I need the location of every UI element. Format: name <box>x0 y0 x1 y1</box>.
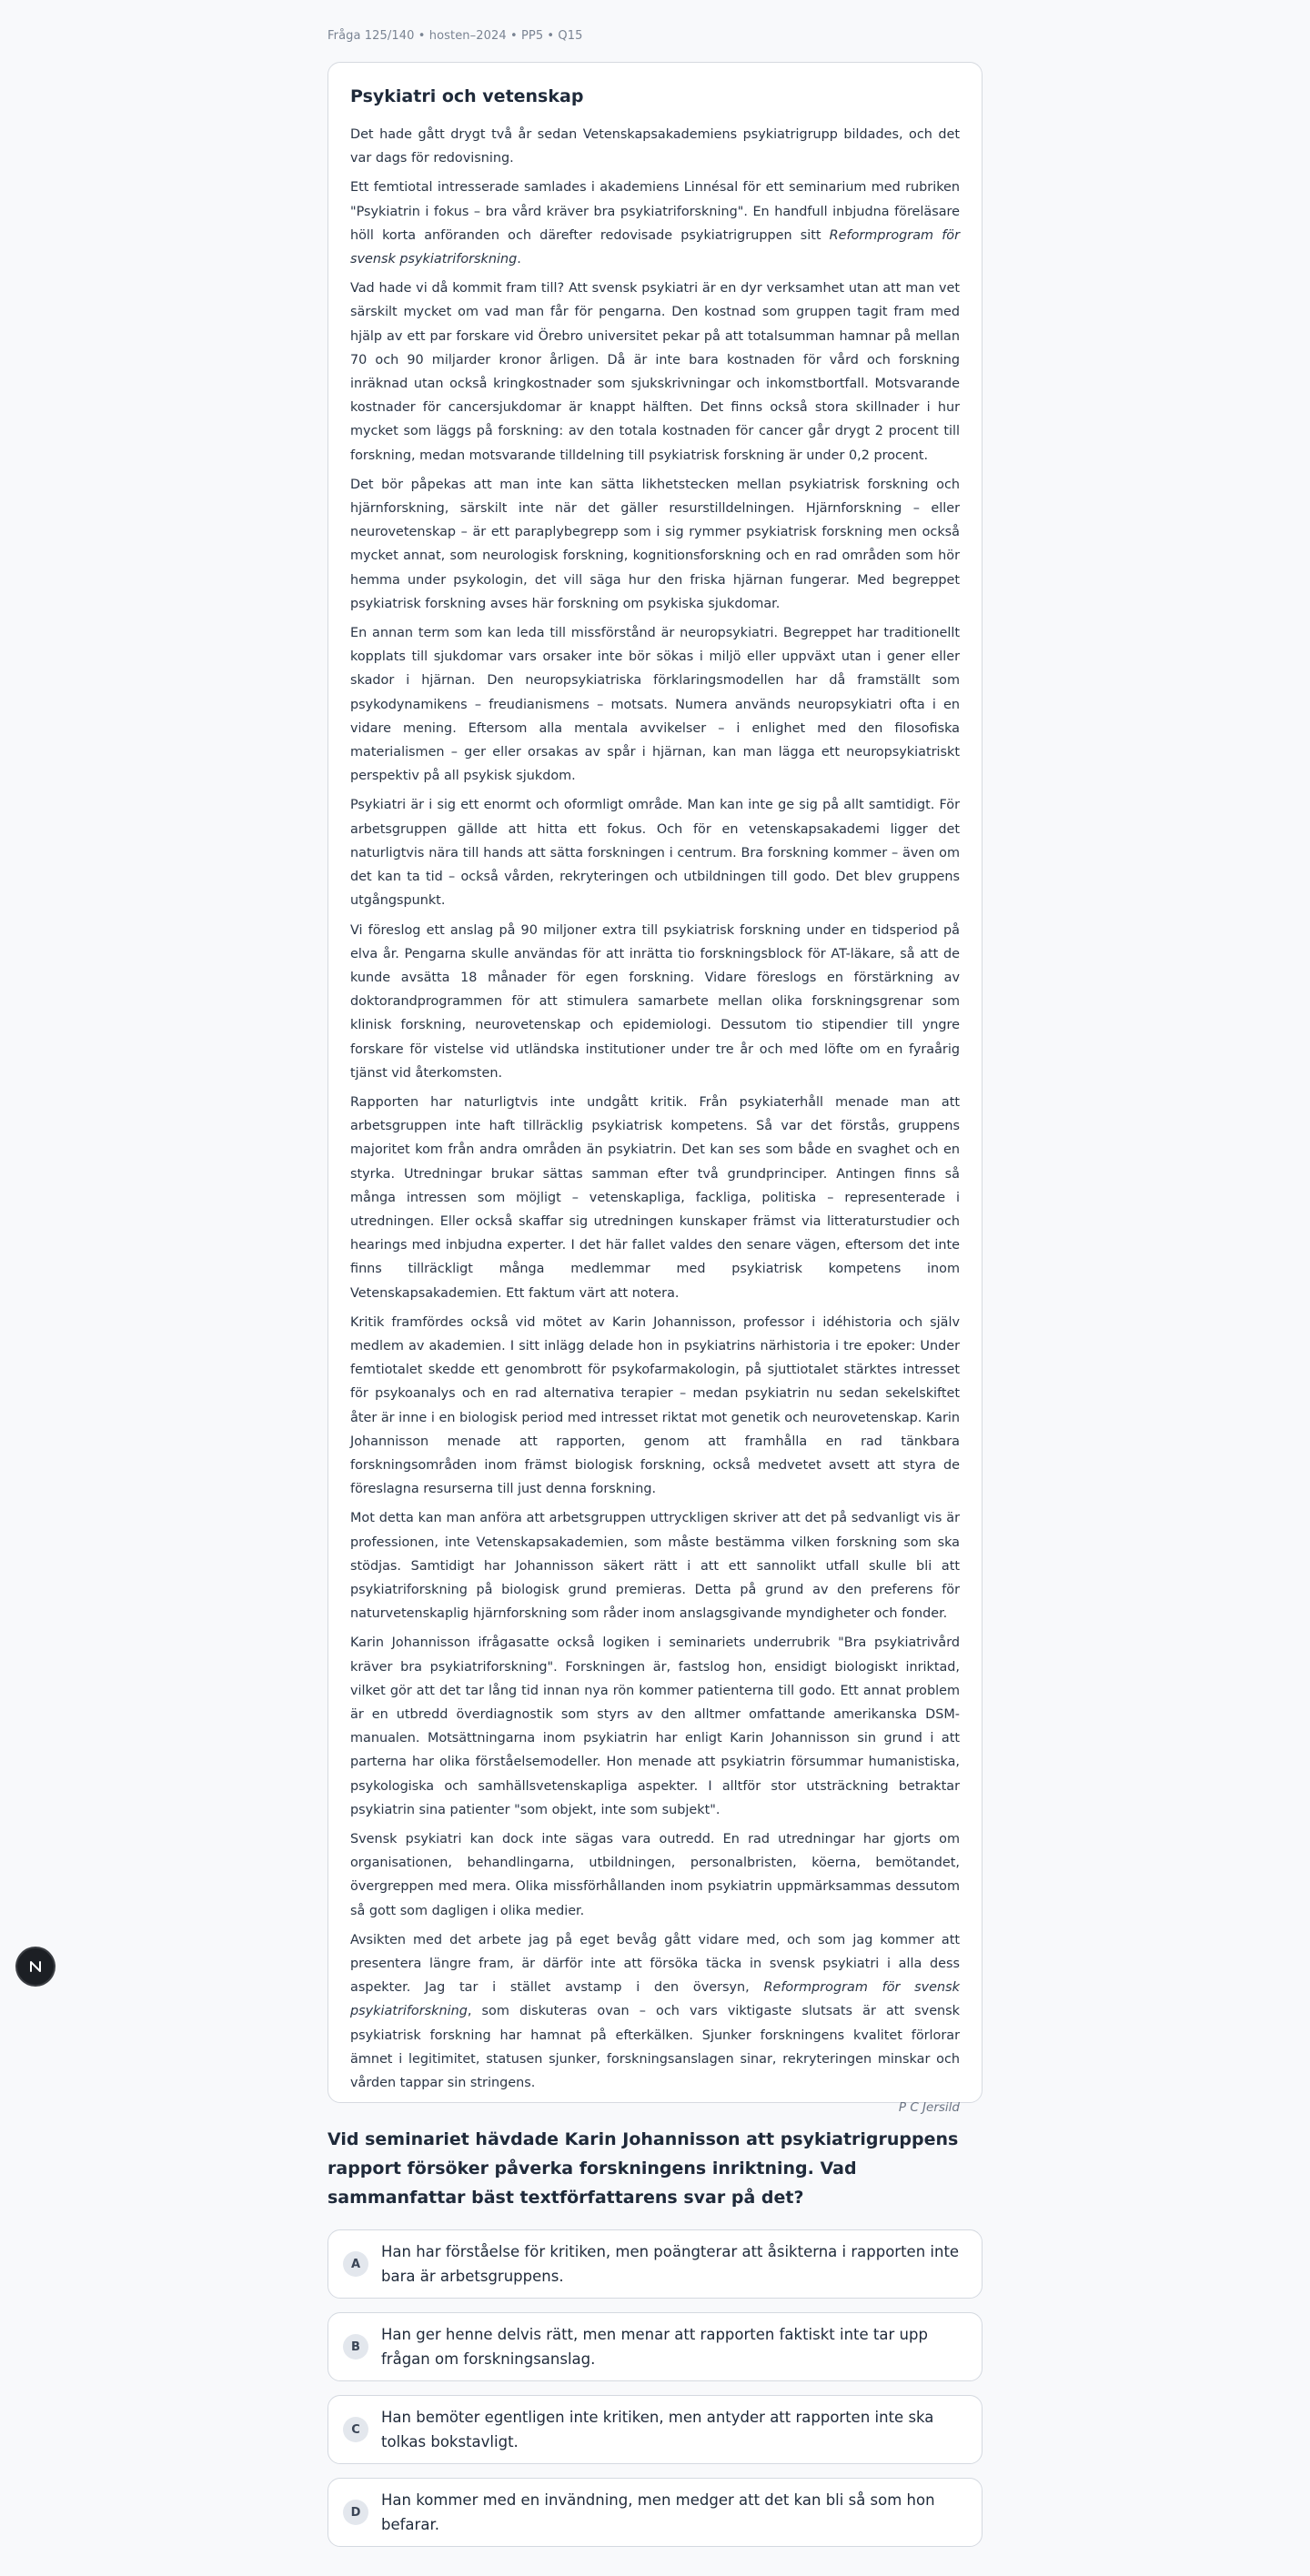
passage-paragraph: Det hade gått drygt två år sedan Vetenskapsakademiens psykiatrigrupp bildades, och det var dags för redovisning. <box>350 127 960 166</box>
passage-paragraph: Psykiatri är i sig ett enormt och oformligt område. Man kan inte ge sig på allt samtidigt. För arbetsgruppen gällde att hitta ett fokus. Och för en vetenskapsakademi ligger det naturligtvis nära till hands att sätta forskningen i centrum. Bra forskning kommer – även om det kan ta tid – också vården, rekryteringen och utbildningen till godo. Det blev gruppens utgångspunkt. <box>350 798 960 909</box>
option-letter-badge: A <box>343 2251 368 2277</box>
n-logo-glyph <box>26 1957 45 1976</box>
answer-option-a[interactable] <box>328 2229 982 2299</box>
answer-option-c[interactable] <box>328 2395 982 2464</box>
option-text: Han ger henne delvis rätt, men menar att rapporten faktiskt inte tar upp frågan om forskningsanslag. <box>381 2326 928 2368</box>
passage-paragraph: Vad hade vi då kommit fram till? Att svensk psykiatri är en dyr verksamhet utan att man vet särskilt mycket om vad man får för pengarna. Den kostnad som gruppen tagit fram med hjälp av ett par forskare vid Örebro universitet pekar på att totalsumman hamnar på mellan 70 och 90 miljarder kronor årligen. Då är inte bara kostnaden för vård och forskning inräknad utan också kringkostnader som sjukskrivningar och inkomstbortfall. Motsvarande kostnader för cancersjukdomar är knappt hälften. Det finns också stora skillnader i hur mycket som läggs på forskning: av den totala kostnaden för cancer går drygt 2 procent till forskning, medan motsvarande tilldelning till psykiatrisk forskning är under 0,2 procent. <box>350 281 960 463</box>
question-meta: Fråga 125/140 • hosten–2024 • PP5 • Q15 <box>328 29 583 43</box>
passage-paragraph: Mot detta kan man anföra att arbetsgruppen uttryckligen skriver att det på sedvanligt vis är professionen, inte Vetenskapsakademien, som måste bestämma vilken forskning som ska stödjas. Samtidigt har Johannisson säkert rätt i att ett sannolikt utfall skulle bli att psykiatriforskning på biologisk grund premieras. Detta på grund av den preferens för naturvetenskaplig hjärnforskning som råder inom anslagsgivande myndigheter och fonder. <box>350 1511 960 1622</box>
answer-option-d[interactable] <box>328 2478 982 2547</box>
passage-paragraph: Det bör påpekas att man inte kan sätta likhetstecken mellan psykiatrisk forskning och hjärnforskning, särskilt inte när det gäller resurstilldelningen. Hjärnforskning – eller neurovetenskap – är ett paraplybegrepp som i sig rymmer psykiatrisk forskning men också mycket annat, som neurologisk forskning, kognitionsforskning och en rad områden som hör hemma under psykologin, det vill säga hur den friska hjärnan fungerar. Med begreppet psykiatrisk forskning avses här forskning om psykiska sjukdomar. <box>350 477 960 611</box>
option-text: Han kommer med en invändning, men medger att det kan bli så som hon befarar. <box>381 2491 935 2533</box>
option-text: Han bemöter egentligen inte kritiken, men antyder att rapporten inte ska tolkas bokstavligt. <box>381 2409 934 2450</box>
passage-paragraph: Vi föreslog ett anslag på 90 miljoner extra till psykiatrisk forskning under en tidsperiod på elva år. Pengarna skulle användas för att inrätta tio forskningsblock för AT-läkare, så att de kunde avsätta 18 månader för egen forskning. Vidare föreslogs en förstärkning av doktorandprogrammen för att stimulera samarbete mellan olika forskningsgrenar som klinisk forskning, neurovetenskap och epidemiologi. Dessutom tio stipendier till yngre forskare för vistelse vid utländska institutioner under tre år och med löfte om en fyraårig tjänst vid återkomsten. <box>350 922 960 1081</box>
passage-card <box>328 62 982 2116</box>
passage-paragraph: Rapporten har naturligtvis inte undgått kritik. Från psykiaterhåll menade man att arbetsgruppen inte haft tillräcklig psykiatrisk kompetens. Så var det förstås, gruppens majoritet kom från andra områden än psykiatrin. Det kan ses som både en svaghet och en styrka. Utredningar brukar sättas samman efter två grundprinciper. Antingen finns så många intressen som möjligt – vetenskapliga, fackliga, politiska – representerade i utredningen. Eller också skaffar sig utredningen kunskaper främst via litteraturstudier och hearings med inbjudna experter. I det här fallet valdes den senare vägen, eftersom det inte finns tillräckligt många medlemmar med psykiatrisk kompetens inom Vetenskapsakademien. Ett faktum värt att notera. <box>350 1094 960 1301</box>
option-letter-badge: C <box>343 2417 368 2442</box>
passage-title: Psykiatri och vetenskap <box>350 86 584 106</box>
passage-paragraph: Kritik framfördes också vid mötet av Karin Johannisson, professor i idéhistoria och själv medlem av akademien. I sitt inlägg delade hon in psykiatrins närhistoria i tre epoker: Under femtiotalet skedde ett genombrott för psykofarmakologin, på sjuttiotalet stärktes intresset för psykoanalys och en rad alternativa terapier – medan psykiatrin nu sedan sekelskiftet åter är inne i en biologisk period med intresset riktat mot genetik och neurovetenskap. Karin Johannisson menade att rapporten, genom att framhålla en rad tänkbara forskningsområden inom främst biologisk forskning, också medvetet avsett att styra de föreslagna resurserna till just denna forskning. <box>350 1314 960 1497</box>
answer-options <box>328 2229 982 2561</box>
passage-paragraph: En annan term som kan leda till missförstånd är neuropsykiatri. Begreppet har traditionellt kopplats till sjukdomar vars orsaker inte bör sökas i miljö eller uppväxt utan i gener eller skador i hjärnan. Den neuropsykiatriska förklaringsmodellen har då framställt som psykodynamikens – freudianismens – motsats. Numera används neuropsykiatri ofta i en vidare mening. Eftersom alla mentala avvikelser – i enlighet med den filosofiska materialismen – ger eller orsakas av spår i hjärnan, kan man lägga ett neuropsykiatriskt perspektiv på all psykisk sjukdom. <box>350 626 960 784</box>
option-letter-badge: B <box>343 2334 368 2360</box>
passage-paragraph: Svensk psykiatri kan dock inte sägas vara outredd. En rad utredningar har gjorts om organisationen, behandlingarna, utbildningen, personalbristen, köerna, bemötandet, övergreppen med mera. Olika missförhållanden inom psykiatrin uppmärksammas dessutom så gott som dagligen i olika medier. <box>350 1832 960 1918</box>
question-text: Vid seminariet hävdade Karin Johannisson att psykiatrigruppens rapport försöker påverka forskningens inriktning. Vad sammanfattar bäst textförfattarens svar på det? <box>328 2129 959 2208</box>
n-logo-icon[interactable] <box>17 1948 54 1985</box>
option-text: Han har förståelse för kritiken, men poängterar att åsikterna i rapporten inte bara är arbetsgruppens. <box>381 2243 960 2285</box>
passage-paragraph: Karin Johannisson ifrågasatte också logiken i seminariets underrubrik "Bra psykiatrivård kräver bra psykiatriforskning". Forskningen är, fastslog hon, ensidigt biologiskt inriktad, vilket gör att det tar lång tid innan nya rön kommer patienterna till godo. Ett annat problem är en utbredd överdiagnostik som styrs av den alltmer omfattande amerikanska DSM-manualen. Motsättningarna inom psykiatrin har enligt Karin Johannisson sin grund i att parterna har olika förståelsemodeller. Hon menade att psykiatrin försummar humanistiska, psykologiska och samhällsvetenskapliga aspekter. I alltför stor utsträckning betraktar psykiatrin sina patienter "som objekt, inte som subjekt". <box>350 1635 960 1817</box>
option-letter-badge: D <box>343 2500 368 2525</box>
passage-signature: P C Jersild <box>898 2100 960 2116</box>
answer-option-b[interactable] <box>328 2312 982 2381</box>
passage-body <box>350 123 960 2095</box>
emphasized-title: Reformprogram för svensk psykiatriforskning <box>350 227 960 267</box>
passage-paragraph: Ett femtiotal intresserade samlades i akademiens Linnésal för ett seminarium med rubriken "Psykiatrin i fokus – bra vård kräver bra psykiatriforskning". En handfull inbjudna föreläsare höll korta anföranden och därefter redovisade psykiatrigruppen sitt Reformprogram för svensk psykiatriforskning. <box>350 180 960 267</box>
emphasized-title: Reformprogram för svensk psykiatriforskning <box>350 1980 960 2019</box>
passage-paragraph: Avsikten med det arbete jag på eget bevåg gått vidare med, och som jag kommer att presentera längre fram, är därför inte att försöka täcka in svensk psykiatri i alla dess aspekter. Jag tar i stället avstamp i den översyn, Reformprogram för svensk psykiatriforskning, som diskuteras ovan – och vars viktigaste slutsats är att svensk psykiatrisk forskning har hamnat på efterkälken. Sjunker forskningens kvalitet förlorar ämnet i legitimitet, statusen sjunker, forskningsanslagen sinar, rekryteringen minskar och vården tappar sin stringens. <box>350 1932 960 2091</box>
